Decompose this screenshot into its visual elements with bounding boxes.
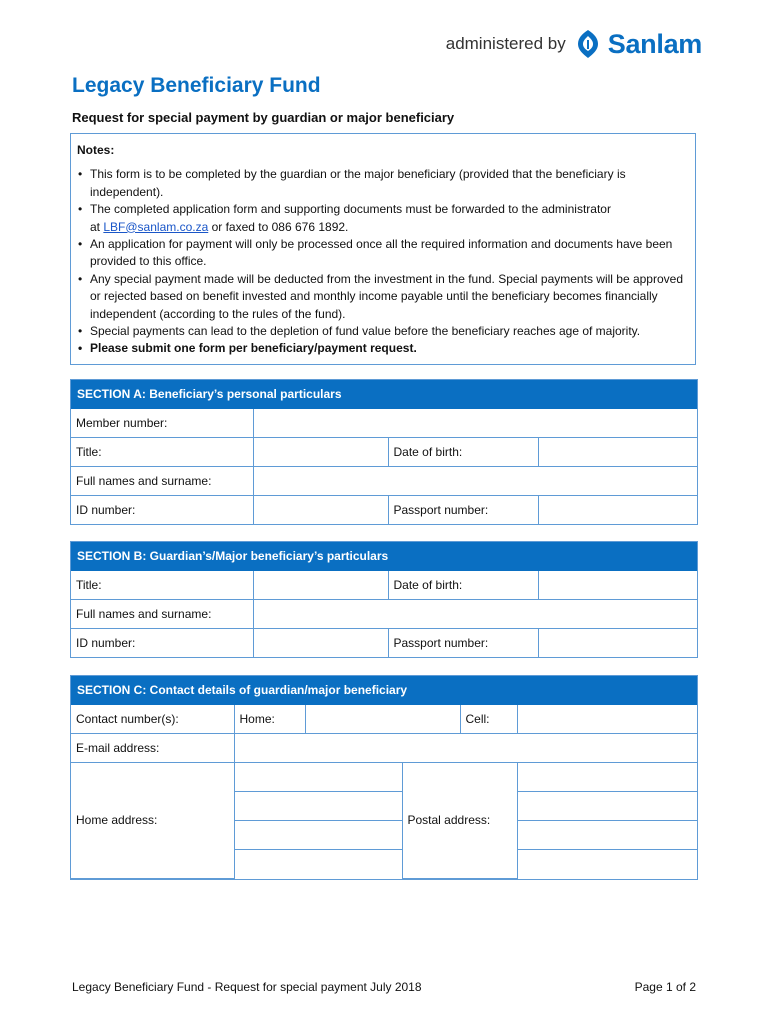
guardian-passport-label: Passport number:: [388, 629, 538, 658]
header-brand: [446, 26, 702, 62]
footer-left: Legacy Beneficiary Fund - Request for special payment July 2018: [72, 980, 422, 994]
note-item-bold: • Please submit one form per beneficiary/payment request.: [77, 340, 689, 357]
email-field[interactable]: [234, 734, 697, 763]
note-item: [77, 201, 689, 236]
guardian-id-number-field[interactable]: [253, 629, 388, 658]
notes-list: [77, 166, 689, 357]
administered-by-text: administered by: [445, 34, 566, 53]
home-address-line-4[interactable]: [234, 850, 402, 879]
page-subtitle: Request for special payment by guardian or major beneficiary: [72, 110, 455, 125]
member-number-field[interactable]: [253, 409, 697, 438]
section-c-heading: SECTION C: Contact details of guardian/major beneficiary: [71, 676, 697, 705]
postal-address-line-3[interactable]: [517, 821, 697, 850]
sanlam-wordmark: Sanlam: [607, 28, 702, 59]
cell-field[interactable]: [517, 705, 697, 734]
guardian-dob-field[interactable]: [538, 571, 697, 600]
home-address-line-3[interactable]: [234, 821, 402, 850]
note-at-text: at: [90, 219, 101, 234]
guardian-passport-field[interactable]: [538, 629, 697, 658]
id-number-label: ID number:: [71, 496, 253, 525]
guardian-title-label: Title:: [71, 571, 253, 600]
page-number: Page 1 of 2: [634, 980, 696, 994]
notes-box: [70, 133, 696, 365]
section-c-table: [71, 705, 697, 879]
section-b-table: [71, 571, 697, 657]
note-fax-text: or faxed to 086 676 1892.: [211, 219, 349, 234]
section-b-heading: SECTION B: Guardian’s/Major beneficiary’s particulars: [71, 542, 697, 571]
full-names-field[interactable]: [253, 467, 697, 496]
email-link[interactable]: LBF@sanlam.co.za: [103, 219, 209, 234]
note-item: • Special payments can lead to the depletion of fund value before the beneficiary reaches age of majority.: [77, 323, 689, 340]
postal-address-line-2[interactable]: [517, 792, 697, 821]
section-b: [70, 541, 698, 658]
guardian-full-names-field[interactable]: [253, 600, 697, 629]
section-a-heading: SECTION A: Beneficiary’s personal particulars: [71, 380, 697, 409]
title-label: Title:: [71, 438, 253, 467]
passport-field[interactable]: [538, 496, 697, 525]
section-a: [70, 379, 698, 525]
postal-address-line-1[interactable]: [517, 763, 697, 792]
home-address-line-1[interactable]: [234, 763, 402, 792]
notes-heading: Notes:: [77, 143, 115, 157]
email-label: E-mail address:: [71, 734, 234, 763]
member-number-label: Member number:: [71, 409, 253, 438]
id-number-field[interactable]: [253, 496, 388, 525]
title-field[interactable]: [253, 438, 388, 467]
note-item: • An application for payment will only be processed once all the required information and documents have been provided to this office.: [77, 236, 689, 271]
dob-field[interactable]: [538, 438, 697, 467]
section-c: [70, 675, 698, 880]
note-item: • Any special payment made will be deducted from the investment in the fund. Special payments will be approved or rejected based on benefit invested and monthly income payable until the beneficiary becomes financially independent (according to the rules of the fund).: [77, 271, 689, 323]
postal-address-line-4[interactable]: [517, 850, 697, 879]
page-title: Legacy Beneficiary Fund: [72, 74, 321, 97]
dob-label: Date of birth:: [388, 438, 538, 467]
note-item-text: The completed application form and supporting documents must be forwarded to the administrator: [90, 202, 611, 217]
section-a-table: [71, 409, 697, 524]
home-phone-field[interactable]: [305, 705, 460, 734]
note-item: • This form is to be completed by the guardian or the major beneficiary (provided that the beneficiary is independent).: [77, 166, 689, 201]
home-address-label: Home address:: [71, 763, 234, 879]
guardian-full-names-label: Full names and surname:: [71, 600, 253, 629]
passport-label: Passport number:: [388, 496, 538, 525]
guardian-id-number-label: ID number:: [71, 629, 253, 658]
postal-address-label: Postal address:: [402, 763, 517, 879]
home-phone-label: Home:: [234, 705, 305, 734]
guardian-title-field[interactable]: [253, 571, 388, 600]
cell-label: Cell:: [460, 705, 517, 734]
sanlam-shield-icon: [576, 29, 600, 59]
full-names-label: Full names and surname:: [71, 467, 253, 496]
home-address-line-2[interactable]: [234, 792, 402, 821]
guardian-dob-label: Date of birth:: [388, 571, 538, 600]
contact-numbers-label: Contact number(s):: [71, 705, 234, 734]
